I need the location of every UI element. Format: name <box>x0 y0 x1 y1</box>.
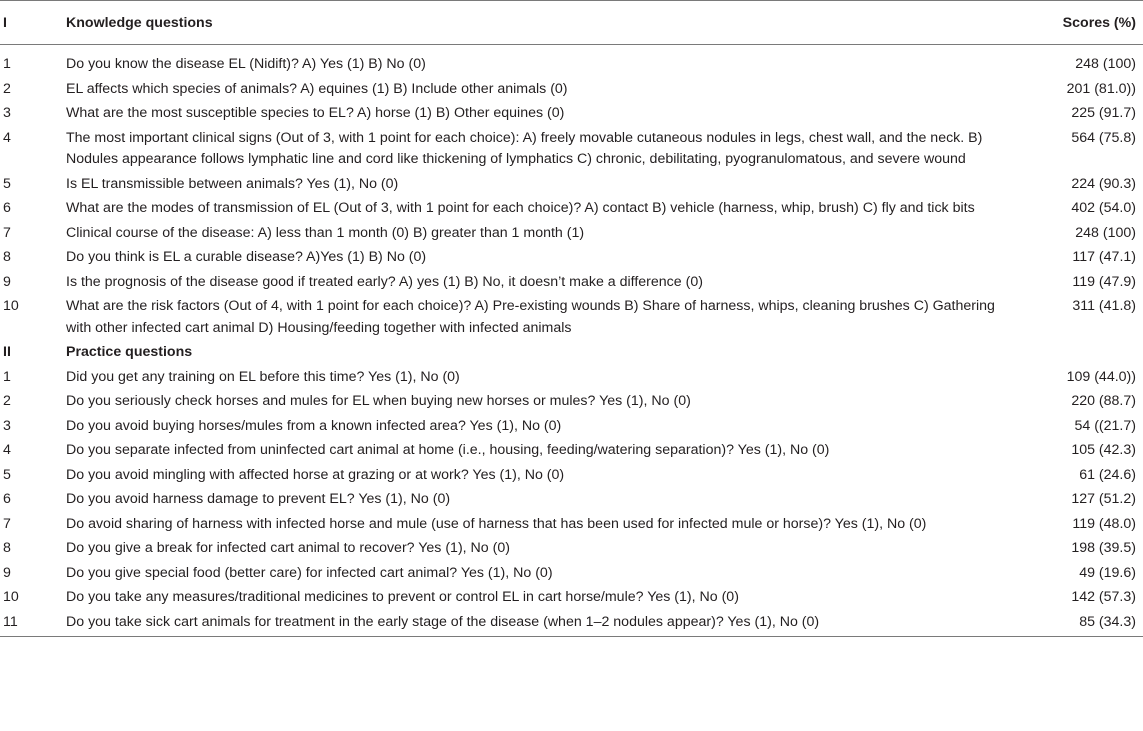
question-text: Do you think is EL a curable disease? A)Yes (1) B) No (0) <box>66 249 427 265</box>
question-text: Do you seriously check horses and mules for EL when buying new horses or mules? Yes (1), No (0) <box>66 393 691 409</box>
table-row <box>0 488 1143 513</box>
question-text: Do you give a break for infected cart animal to recover? Yes (1), No (0) <box>66 540 510 556</box>
score-value: 49 (19.6) <box>1079 564 1136 581</box>
table-row <box>0 537 1143 562</box>
question-text: Do you give special food (better care) for infected cart animal? Yes (1), No (0) <box>66 564 553 581</box>
question-text: Do you avoid buying horses/mules from a known infected area? Yes (1), No (0) <box>66 417 562 434</box>
score-value: 564 (75.8) <box>1071 129 1136 146</box>
row-number: 11 <box>0 611 66 637</box>
table-row <box>0 390 1143 415</box>
table-row <box>0 513 1143 538</box>
row-number: 8 <box>3 540 11 556</box>
row-number: 7 <box>3 515 11 532</box>
table-row <box>0 246 1143 271</box>
table-header <box>0 1 1143 45</box>
row-number: 5 <box>3 175 11 192</box>
question-text: Did you get any training on EL before this time? Yes (1), No (0) <box>66 368 460 385</box>
question-text: What are the most susceptible species to EL? A) horse (1) B) Other equines (0) <box>66 105 565 121</box>
table-row <box>0 366 1143 391</box>
section-title: Practice questions <box>66 344 193 360</box>
row-number: 3 <box>3 417 11 434</box>
score-value: 119 (48.0) <box>1072 515 1136 532</box>
row-number: 6 <box>3 200 11 216</box>
question-text: Do you avoid mingling with affected horse at grazing or at work? Yes (1), No (0) <box>66 466 565 483</box>
question-text: What are the modes of transmission of EL (Out of 3, with 1 point for each choice)? A) contact B) vehicle (harness, whip, brush) C) fly and tick bits <box>66 200 975 216</box>
question-text: Do you avoid harness damage to prevent EL? Yes (1), No (0) <box>66 491 451 507</box>
row-number: 6 <box>3 491 11 507</box>
row-number: 4 <box>3 442 11 458</box>
row-number: 1 <box>3 368 11 385</box>
table-row <box>0 611 1143 637</box>
question-text: The most important clinical signs (Out of 3, with 1 point for each choice): A) freely movable cutaneous nodules in legs, chest wall, and the neck. B) Nodules appearance follows lymphatic line and cord like thickening of lymphatics C) chronic, debilitating, pyogranulomatous, and severe wound <box>66 129 983 167</box>
question-text: EL affects which species of animals? A) equines (1) B) Include other animals (0) <box>66 80 568 97</box>
section-header-row <box>0 341 1143 366</box>
row-number: 10 <box>3 298 19 314</box>
table-row <box>0 102 1143 127</box>
score-value: 105 (42.3) <box>1071 442 1136 458</box>
table-row <box>0 45 1143 78</box>
question-text: Do you know the disease EL (Nidift)? A) Yes (1) B) No (0) <box>66 56 426 72</box>
row-number: 10 <box>3 589 19 605</box>
score-value: 224 (90.3) <box>1071 175 1136 192</box>
table-row <box>0 562 1143 587</box>
question-text: Do avoid sharing of harness with infected horse and mule (use of harness that has been used for infected mule or horse)? Yes (1), No (0) <box>66 515 927 532</box>
question-text: Clinical course of the disease: A) less than 1 month (0) B) greater than 1 month (1) <box>66 224 585 241</box>
row-number: 3 <box>3 105 11 121</box>
question-text: Is the prognosis of the disease good if treated early? A) yes (1) B) No, it doesn’t make a difference (0) <box>66 273 703 290</box>
score-value: 220 (88.7) <box>1071 393 1136 409</box>
question-text: Do you take any measures/traditional medicines to prevent or control EL in cart horse/mule? Yes (1), No (0) <box>66 589 739 605</box>
score-value: 119 (47.9) <box>1072 273 1136 290</box>
table-row <box>0 295 1143 341</box>
table-row <box>0 197 1143 222</box>
table-row <box>0 415 1143 440</box>
row-number: 2 <box>3 393 11 409</box>
table-row <box>0 271 1143 296</box>
score-value: 402 (54.0) <box>1071 200 1136 216</box>
table-row <box>0 222 1143 247</box>
section-id: II <box>3 344 11 360</box>
row-number: 9 <box>3 564 11 581</box>
row-number: 8 <box>3 249 11 265</box>
table-row <box>0 586 1143 611</box>
row-number: 7 <box>3 224 11 241</box>
score-value: 248 (100) <box>1075 56 1136 72</box>
row-number: 2 <box>3 80 11 97</box>
score-value: 198 (39.5) <box>1071 540 1136 556</box>
table-row <box>0 127 1143 173</box>
row-number: 5 <box>3 466 11 483</box>
row-number: 1 <box>3 56 11 72</box>
header-row <box>0 1 1143 45</box>
score-value: 201 (81.0)) <box>1066 80 1136 97</box>
score-value: 225 (91.7) <box>1071 105 1136 121</box>
scores-header: Scores (%) <box>1013 1 1143 45</box>
question-text: What are the risk factors (Out of 4, with 1 point for each choice)? A) Pre-existing wounds B) Share of harness, whips, cleaning brushes C) Gathering with other infected cart animal D) Housing/feeding together with infected animals <box>66 298 995 336</box>
question-text: Do you take sick cart animals for treatment in the early stage of the disease (when 1–2 nodules appear)? Yes (1), No (0) <box>66 611 1013 637</box>
score-value: 85 (34.3) <box>1013 611 1143 637</box>
table-row <box>0 464 1143 489</box>
score-value: 127 (51.2) <box>1071 491 1136 507</box>
question-text: Is EL transmissible between animals? Yes (1), No (0) <box>66 175 399 192</box>
score-value: 61 (24.6) <box>1079 466 1136 483</box>
score-value: 109 (44.0)) <box>1066 368 1136 385</box>
row-number: 9 <box>3 273 11 290</box>
score-value: 54 ((21.7) <box>1074 417 1136 434</box>
table-row <box>0 439 1143 464</box>
score-value: 117 (47.1) <box>1072 249 1136 265</box>
section-score-empty <box>1013 341 1143 366</box>
row-number: 4 <box>3 129 11 146</box>
table-row <box>0 78 1143 103</box>
knowledge-questions-header: Knowledge questions <box>66 1 1013 45</box>
question-text: Do you separate infected from uninfected cart animal at home (i.e., housing, feeding/watering separation)? Yes (1), No (0) <box>66 442 830 458</box>
table-row <box>0 173 1143 198</box>
score-value: 142 (57.3) <box>1071 589 1136 605</box>
section-id-header: I <box>0 1 66 45</box>
score-value: 248 (100) <box>1075 224 1136 241</box>
score-value: 311 (41.8) <box>1072 298 1136 314</box>
table-body <box>0 45 1143 637</box>
